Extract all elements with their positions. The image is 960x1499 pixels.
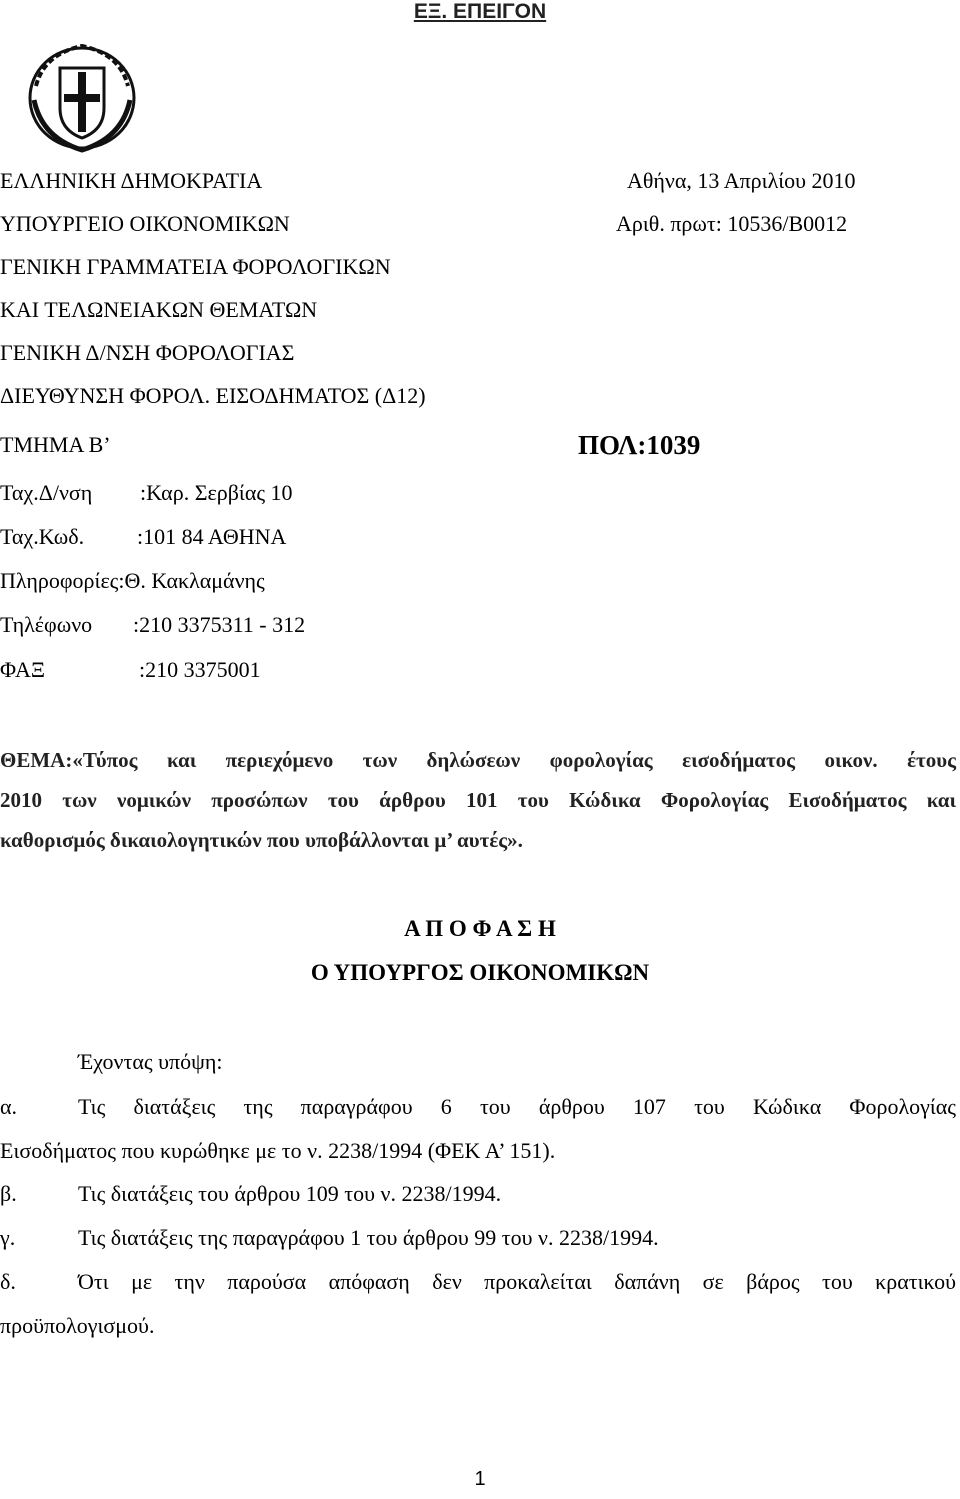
sender-directorate: ΓΕΝΙΚΗ Δ/ΝΣΗ ΦΟΡΟΛΟΓΙΑΣ — [0, 340, 295, 365]
address-label: Ταχ.Δ/νση — [0, 480, 93, 505]
sender-secretariat-line1: ΓΕΝΙΚΗ ΓΡΑΜΜΑΤΕΙΑ ΦΟΡΟΛΟΓΙΚΩΝ — [0, 254, 391, 279]
address-value: :Καρ. Σερβίας 10 — [140, 480, 293, 505]
page-number: 1 — [474, 1468, 486, 1490]
phone-value: :210 3375311 - 312 — [133, 612, 306, 637]
item-d-line-1: Ότι με την παρούσα απόφαση δεν προκαλείται δαπάνη σε βάρος του κρατικού — [78, 1269, 956, 1294]
item-label-b: β. — [0, 1181, 17, 1206]
subject-line-3: καθορισμός δικαιολογητικών που υποβάλλονται μ’ αυτές». — [0, 828, 523, 852]
postcode-value: :101 84 ΑΘΗΝΑ — [137, 524, 287, 549]
sender-ministry: ΥΠΟΥΡΓΕΙΟ ΟΙΚΟΝΟΜΙΚΩΝ — [0, 211, 290, 236]
item-label-a: α. — [0, 1094, 18, 1119]
item-label-d: δ. — [0, 1269, 16, 1294]
contact-info: Πληροφορίες:Θ. Κακλαμάνης — [0, 568, 265, 593]
fax-value: :210 3375001 — [139, 657, 261, 682]
item-b-line-1: Τις διατάξεις του άρθρου 109 του ν. 2238/1994. — [78, 1181, 502, 1206]
decision-title: Α Π Ο Φ Α Σ Η — [404, 916, 556, 941]
item-a-line-2: Εισοδήματος που κυρώθηκε με το ν. 2238/1994 (ΦΕΚ Α’ 151). — [0, 1138, 556, 1163]
greek-coat-of-arms-emblem — [22, 38, 142, 158]
item-c-line-1: Τις διατάξεις της παραγράφου 1 του άρθρου 99 του ν. 2238/1994. — [78, 1225, 659, 1250]
postcode-label: Ταχ.Κωδ. — [0, 524, 85, 549]
item-a-line-1: Τις διατάξεις της παραγράφου 6 του άρθρου 107 του Κώδικα Φορολογίας — [78, 1094, 956, 1119]
sender-section: ΤΜΗΜΑ Β’ — [0, 432, 111, 457]
sender-republic: ΕΛΛΗΝΙΚΗ ΔΗΜΟΚΡΑΤΙΑ — [0, 168, 263, 193]
phone-label: Τηλέφωνο — [0, 612, 93, 637]
fax-label: ΦΑΞ — [0, 657, 46, 682]
minister-title: Ο ΥΠΟΥΡΓΟΣ ΟΙΚΟΝΟΜΙΚΩΝ — [310, 960, 650, 985]
subject-line-1: ΘΕΜΑ:«Τύπος και περιεχόμενο των δηλώσεων φορολογίας εισοδήματος οικον. έτους — [0, 748, 956, 772]
subject-block — [0, 740, 960, 860]
protocol-number: Αριθ. πρωτ: 10536/Β0012 — [616, 211, 848, 236]
pol-number: ΠΟΛ:1039 — [578, 430, 701, 460]
item-d-line-2: προϋπολογισμού. — [0, 1313, 155, 1338]
item-label-c: γ. — [0, 1225, 16, 1250]
urgent-heading: ΕΞ. ΕΠΕΙΓΟΝ — [413, 0, 547, 23]
considering-heading: Έχοντας υπόψη: — [78, 1049, 223, 1074]
subject-line-2: 2010 των νομικών προσώπων του άρθρου 101 του Κώδικα Φορολογίας Εισοδήματος και — [0, 788, 956, 812]
document-date: Αθήνα, 13 Απριλίου 2010 — [627, 168, 856, 193]
sender-secretariat-line2: ΚΑΙ ΤΕΛΩΝΕΙΑΚΩΝ ΘΕΜΑΤΩΝ — [0, 297, 318, 322]
sender-division: ΔΙΕΥΘΥΝΣΗ ΦΟΡΟΛ. ΕΙΣΟΔΗΜΑΤΟΣ (Δ12) — [0, 383, 426, 408]
